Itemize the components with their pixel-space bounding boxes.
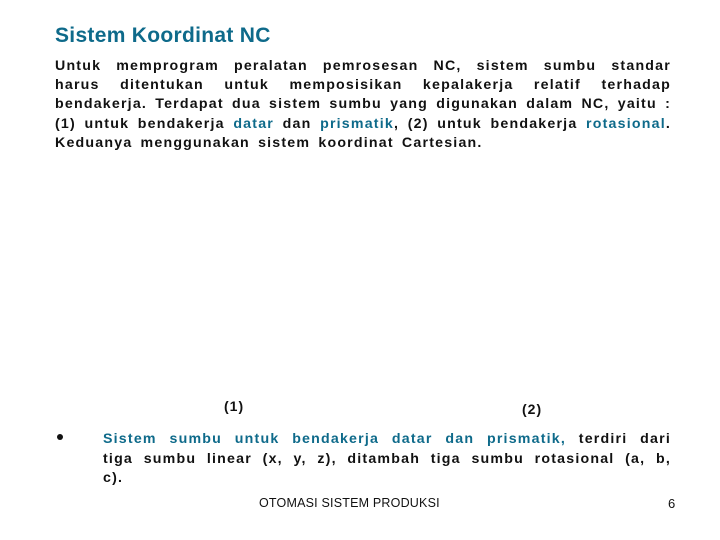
page-number: 6 xyxy=(668,496,676,511)
paragraph-text-2: dan xyxy=(274,115,321,132)
paragraph-text-4: . Keduanya menggunakan sistem koordinat Cartesian. xyxy=(55,115,671,151)
bullet-text xyxy=(103,430,671,489)
highlight-prismatik: prismatik xyxy=(320,115,394,132)
intro-paragraph xyxy=(55,57,671,153)
bullet-icon xyxy=(57,434,63,440)
highlight-rotasional: rotasional xyxy=(586,115,666,132)
slide-title: Sistem Koordinat NC xyxy=(55,24,271,47)
bullet-highlight: Sistem sumbu untuk bendakerja datar dan prismatik, xyxy=(103,431,566,447)
bullet-rest: terdiri dari tiga sumbu linear (x, y, z), ditambah tiga sumbu rotasional (a, b, c). xyxy=(103,431,671,486)
highlight-datar: datar xyxy=(233,115,275,132)
figure-label-2: (2) xyxy=(522,401,543,417)
paragraph-text-1: Untuk memprogram peralatan pemrosesan NC, sistem sumbu standar harus ditentukan untuk memposisikan kepalakerja relatif terhadap bendakerja. Terdapat dua sistem sumbu yang digunakan dalam NC, yaitu : (1) untuk bendakerja xyxy=(55,58,671,132)
paragraph-text-3: , (2) untuk bendakerja xyxy=(393,115,587,132)
footer-text: OTOMASI SISTEM PRODUKSI xyxy=(259,496,440,510)
figure-label-1: (1) xyxy=(224,398,245,414)
